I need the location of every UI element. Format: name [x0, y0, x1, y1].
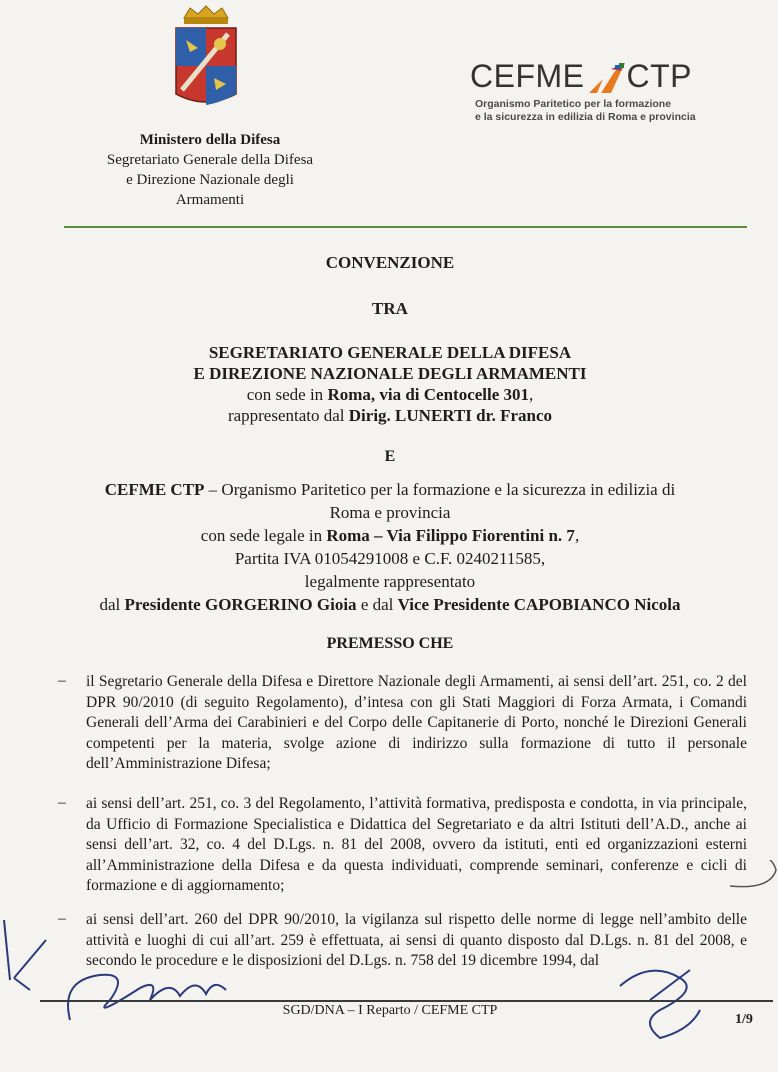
bullet-dash-1: –	[58, 672, 66, 689]
party-2-name: CEFME CTP – Organismo Paritetico per la formazione e la sicurezza in edilizia di	[104, 480, 676, 499]
ministry-name: Ministero della Difesa	[139, 132, 281, 148]
footer-text: SGD/DNA – I Reparto / CEFME CTP	[282, 1003, 498, 1018]
between-label: TRA	[372, 299, 408, 318]
cefme-logo	[470, 58, 720, 123]
party-2-seat: con sede legale in Roma – Via Filippo Fiorentini n. 7,	[200, 526, 580, 545]
ministry-block	[60, 130, 360, 210]
party-2-vat: Partita IVA 01054291008 e C.F. 0240211585,	[234, 549, 546, 568]
party-2	[40, 478, 740, 616]
footer-divider	[40, 1000, 773, 1002]
party-1-seat: con sede in Roma, via di Centocelle 301,	[246, 385, 534, 404]
party-1-name-2: E DIREZIONE NAZIONALE DEGLI ARMAMENTI	[193, 364, 587, 383]
ministry-crest	[168, 4, 244, 112]
and-label: E	[384, 448, 396, 465]
ministry-line-3: Armamenti	[175, 192, 245, 208]
handwritten-signatures	[0, 860, 778, 1072]
cefme-sub-2: e la sicurezza in edilizia di Roma e provincia	[475, 110, 696, 123]
paragraph-3: ai sensi dell’art. 260 del DPR 90/2010, la vigilanza sul rispetto delle norme di legge nell’ambito delle attività e luoghi di cui all’art. 259 è effettuata, ai sensi di quanto disposto dal D.Lgs. n. 81 del 2008, e secondo le procedure e le disposizioni del D.Lgs. n. 758 del 19 dicembre 1994, dal	[86, 911, 747, 969]
page-number: 1/9	[735, 1012, 753, 1027]
cefme-logo-left: CEFME	[470, 58, 585, 94]
cefme-sub-1: Organismo Paritetico per la formazione	[475, 97, 672, 110]
paragraph-1: il Segretario Generale della Difesa e Direttore Nazionale degli Armamenti, ai sensi dell’art. 251, co. 2 del DPR 90/2010 (di seguito Regolamento), d’intesa con gli Stati Maggiori di Forza Armata, i Comandi Generali dell’Arma dei Carabinieri e del Corpo delle Capitanerie di Porto, nonché le Direzioni Generali competenti per la materia, svolge azione di indirizzo sulla formazione di tutto il personale dell’Amministrazione Difesa;	[86, 673, 747, 772]
ministry-line-1: Segretariato Generale della Difesa	[106, 152, 314, 168]
bullet-dash-3: –	[58, 910, 66, 927]
party-2-president: dal Presidente GORGERINO Gioia e dal Vice Presidente CAPOBIANCO Nicola	[99, 595, 681, 614]
party-1-rep: rappresentato dal Dirig. LUNERTI dr. Franco	[227, 406, 553, 425]
premesso-heading: PREMESSO CHE	[326, 635, 454, 652]
document-title: CONVENZIONE	[325, 253, 455, 272]
party-2-legal: legalmente rappresentato	[304, 572, 476, 591]
bullet-dash-2: –	[58, 794, 66, 811]
party-1-name-1: SEGRETARIATO GENERALE DELLA DIFESA	[208, 343, 572, 362]
party-1	[40, 342, 740, 426]
header-divider	[64, 226, 747, 228]
paragraph-2: ai sensi dell’art. 251, co. 3 del Regolamento, l’attività formativa, predisposta e condotta, in via principale, da Ufficio di Formazione Specialistica e Didattica del Segretariato e da altri Istituti dell’A.D., anche ai sensi dell’art. 32, co. 4 del D.Lgs. n. 81 del 2008, ovvero da istituti, enti ed organizzazioni esterni all’Amministrazione della Difesa e da questa individuati, comprende seminari, conferenze e cicli di formazione e di aggiornamento;	[86, 795, 747, 894]
party-2-desc: Roma e provincia	[329, 503, 451, 522]
cefme-logo-right: CTP	[626, 58, 692, 94]
cefme-mark-icon	[585, 61, 627, 97]
ministry-line-2: e Direzione Nazionale degli	[126, 172, 294, 188]
